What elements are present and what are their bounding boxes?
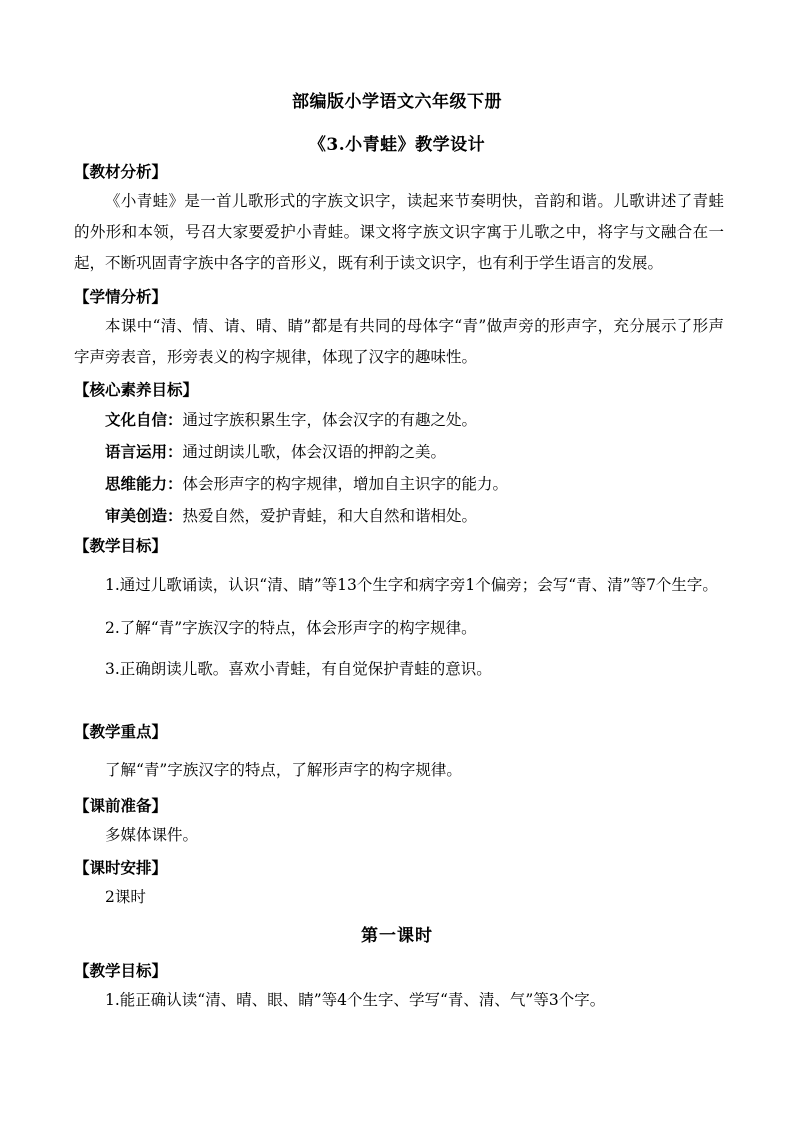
first-period-goals-heading: 【教学目标】 bbox=[74, 961, 168, 980]
core-goals-section bbox=[74, 378, 724, 532]
core-goal-text: 通过字族积累生字，体会汉字的有趣之处。 bbox=[182, 411, 478, 429]
document-title: 部编版小学语文六年级下册 bbox=[292, 92, 502, 112]
schedule-heading: 【课时安排】 bbox=[74, 858, 168, 877]
schedule-section bbox=[74, 856, 724, 913]
preparation-section bbox=[74, 794, 724, 851]
preparation-heading: 【课前准备】 bbox=[74, 796, 168, 815]
preparation-text: 多媒体课件。 bbox=[105, 826, 199, 844]
core-goal-label: 文化自信： bbox=[105, 410, 183, 429]
student-analysis-text: 本课中“清、情、请、晴、睛”都是有共同的母体字“青”做声旁的形声字，充分展示了形声字声旁表音，形旁表义的构字规律，体现了汉字的趣味性。 bbox=[74, 317, 724, 366]
core-goal-item bbox=[74, 436, 724, 468]
first-period-goals-section bbox=[74, 959, 724, 1016]
key-points-heading: 【教学重点】 bbox=[74, 722, 168, 741]
core-goal-text: 热爱自然，爱护青蛙，和大自然和谐相处。 bbox=[182, 507, 478, 525]
core-goal-item bbox=[74, 468, 724, 500]
key-points-text: 了解“青”字族汉字的特点，了解形声字的构字规律。 bbox=[105, 761, 462, 779]
first-period-title: 第一课时 bbox=[361, 926, 433, 946]
core-goal-label: 审美创造： bbox=[105, 506, 183, 525]
key-points-section bbox=[74, 720, 724, 786]
student-analysis-section bbox=[74, 285, 724, 373]
document-subtitle: 《3.小青蛙》教学设计 bbox=[308, 135, 486, 155]
core-goal-item bbox=[74, 500, 724, 532]
teaching-goal-item: 2.了解“青”字族汉字的特点，体会形声字的构字规律。 bbox=[105, 619, 477, 637]
student-analysis-heading: 【学情分析】 bbox=[74, 287, 168, 306]
core-goal-item bbox=[74, 404, 724, 436]
schedule-text: 2课时 bbox=[105, 888, 146, 906]
material-analysis-section bbox=[74, 160, 724, 279]
teaching-goals-heading: 【教学目标】 bbox=[74, 536, 168, 555]
core-goal-text: 通过朗读儿歌，体会汉语的押韵之美。 bbox=[182, 443, 447, 461]
material-analysis-heading: 【教材分析】 bbox=[74, 162, 168, 181]
core-goals-heading: 【核心素养目标】 bbox=[74, 380, 199, 399]
first-period-goal-item: 1.能正确认读“清、晴、眼、睛”等4个生字、学写“青、清、气”等3个字。 bbox=[105, 991, 606, 1009]
teaching-goals-section bbox=[74, 534, 724, 684]
core-goal-label: 语言运用： bbox=[105, 442, 183, 461]
core-goal-label: 思维能力： bbox=[105, 474, 183, 493]
teaching-goal-item: 3.正确朗读儿歌。喜欢小青蛙，有自觉保护青蛙的意识。 bbox=[105, 660, 492, 678]
core-goal-text: 体会形声字的构字规律，增加自主识字的能力。 bbox=[182, 475, 509, 493]
teaching-goal-item: 1.通过儿歌诵读，认识“清、睛”等13个生字和病字旁1个偏旁；会写“青、清”等7个生字。 bbox=[105, 576, 718, 594]
material-analysis-text: 《小青蛙》是一首儿歌形式的字族文识字，读起来节奏明快，音韵和谐。儿歌讲述了青蛙的外形和本领，号召大家要爱护小青蛙。课文将字族文识字寓于儿歌之中，将字与文融合在一起，不断巩固青字族中各字的音形义，既有利于读文识字，也有利于学生语言的发展。 bbox=[74, 192, 724, 272]
